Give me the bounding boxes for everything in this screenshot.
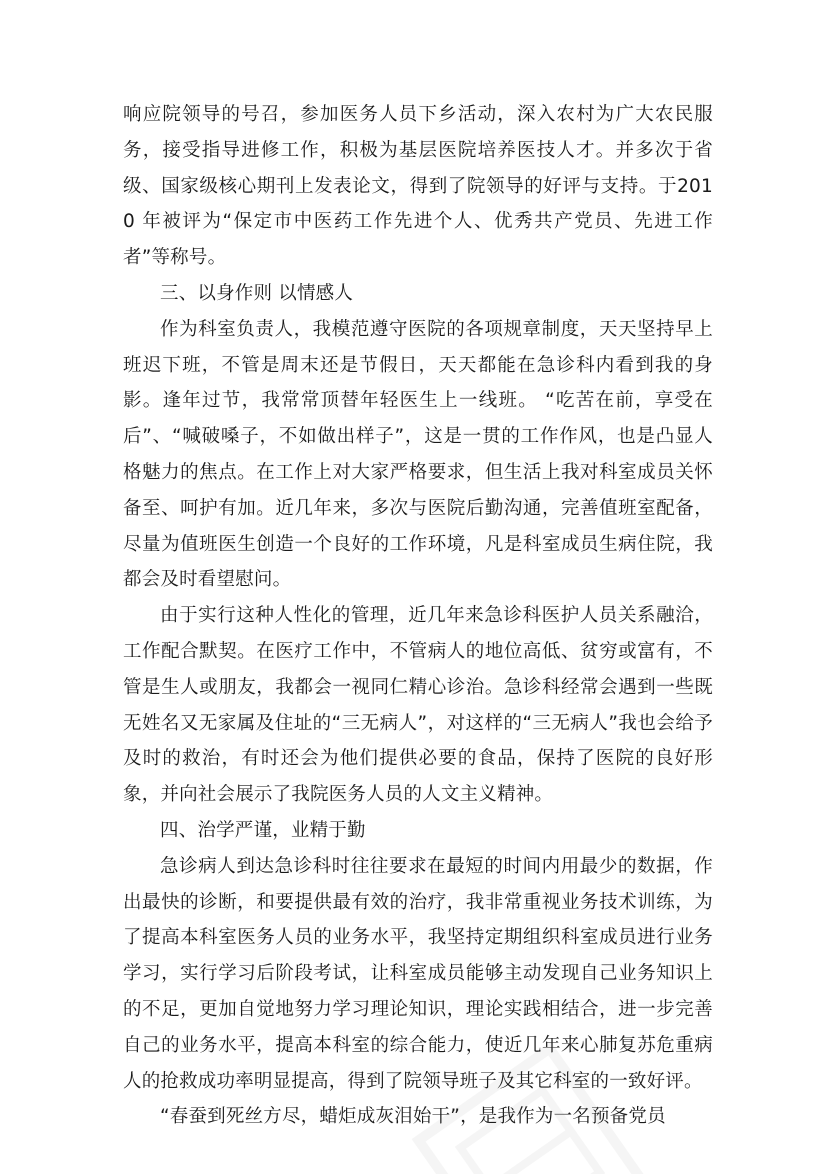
paragraph-awards: 响应院领导的号召，参加医务人员下乡活动，深入农村为广大农民服务，接受指导进修工作，积极为基层医院培养医技人才。并多次于省级、国家级核心期刊上发表论文，得到了院领导的好评与支持。于2010 年被评为“保定市中医药工作先进个人、优秀共产党员、先进工作者”等称号。 [123, 104, 713, 269]
paragraph-humanized-management: 由于实行这种人性化的管理，近几年来急诊科医护人员关系融洽，工作配合默契。在医疗工作中，不管病人的地位高低、贫穷或富有，不管是生人或朋友，我都会一视同仁精心诊治。急诊科经常会遇到一些既无姓名又无家属及住址的“三无病人”，对这样的“三无病人”我也会给予及时的救治，有时还会为他们提供必要的食品，保持了医院的良好形象，并向社会展示了我院医务人员的人文主义精神。 [123, 605, 713, 806]
paragraph-training: 急诊病人到达急诊科时往往要求在最短的时间内用最少的数据，作出最快的诊断，和要提供最有效的治疗，我非常重视业务技术训练，为了提高本科室医务人员的业务水平，我坚持定期组织科室成员进行业务学习，实行学习后阶段考试，让科室成员能够主动发现自己业务知识上的不足，更加自觉地努力学习理论知识，理论实践相结合，进一步完善自己的业务水平，提高本科室的综合能力，使近几年来心肺复苏危重病人的抢救成功率明显提高，得到了院领导班子及其它科室的一致好评。 [123, 855, 713, 1092]
document-body [123, 97, 713, 1135]
section-heading-4: 四、治学严谨，业精于勤 [160, 819, 366, 841]
paragraph-leadership: 作为科室负责人，我模范遵守医院的各项规章制度，天天坚持早上班迟下班，不管是周末还是节假日，天天都能在急诊科内看到我的身影。逢年过节，我常常顶替年轻医生上一线班。 “吃苦在前，享受在后”、“喊破嗓子，不如做出样子”，这是一贯的工作作风，也是凸显人格魅力的焦点。在工作上对大家严格要求，但生活上我对科室成员关怀备至、呵护有加。近几年来，多次与医院后勤沟通，完善值班室配备，尽量为值班医生创造一个良好的工作环境，凡是科室成员生病住院，我都会及时看望慰问。 [123, 318, 713, 591]
section-heading-3: 三、以身作则 以情感人 [160, 282, 354, 304]
paragraph-closing: “春蚕到死丝方尽，蜡炬成灰泪始干”，是我作为一名预备党员 [160, 1106, 666, 1128]
